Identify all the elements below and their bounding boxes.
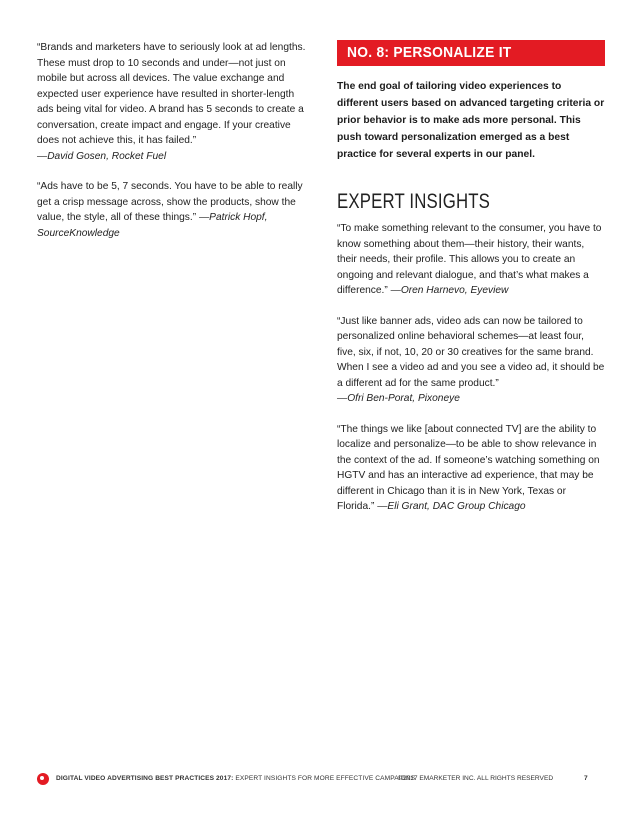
footer-report-title <box>56 775 415 782</box>
quote-text: “Ads have to be 5, 7 seconds. You have to be able to really get a crisp message across, show the products, show the value, the style, all of these things.” <box>37 181 303 223</box>
quote-attribution: —Oren Harnevo, Eyeview <box>390 285 509 296</box>
insights-list <box>337 221 605 515</box>
quote-text: “Just like banner ads, video ads can now be tailored to personalized online behavioral schemes—at least four, five, six, if not, 10, 20 or 30 creatives for the same brand. When I see a video ad and you see a video ad, it should be a different ad for the same product.” <box>337 315 605 389</box>
quote-attribution: —Eli Grant, DAC Group Chicago <box>377 501 526 512</box>
section-banner <box>337 40 605 66</box>
quote-attribution: —Patrick Hopf, SourceKnowledge <box>37 212 268 239</box>
quote-text: “Brands and marketers have to seriously look at ad lengths. These must drop to 10 seconds and under—not just on mobile but across all devices. The value exchange and expected user experience have resulted in shorter-length ads being vital for video. A brand has 5 seconds to create a conversation, create impact and engage. If your creative does not achieve this, it has failed.” <box>37 42 306 146</box>
right-column <box>337 40 605 530</box>
quote-patrick-hopf <box>37 179 309 241</box>
expert-insights-heading: EXPERT INSIGHTS <box>337 190 491 213</box>
section-banner-title: NO. 8: PERSONALIZE IT <box>347 44 512 61</box>
quote-eli-grant <box>337 422 605 515</box>
footer-report-subtitle: EXPERT INSIGHTS FOR MORE EFFECTIVE CAMPAIGNS <box>235 775 416 782</box>
page-footer <box>37 773 605 787</box>
footer-copyright: ©2017 EMARKETER INC. ALL RIGHTS RESERVED <box>398 775 554 782</box>
left-column <box>37 40 309 256</box>
quote-oren-harnevo <box>337 221 605 299</box>
quote-ofri-ben-porat <box>337 314 605 407</box>
quote-text: “To make something relevant to the consumer, you have to know something about them—their history, their wants, their needs, their profile. This allows you to create an ongoing and relevant dialogue, and that’s what makes a difference.” <box>337 223 602 296</box>
page-number: 7 <box>584 775 588 782</box>
footer-report-title-bold: DIGITAL VIDEO ADVERTISING BEST PRACTICES 2017: <box>56 775 234 782</box>
quote-attribution: —Ofri Ben-Porat, Pixoneye <box>337 393 460 404</box>
emarketer-logo-icon <box>37 773 49 785</box>
section-intro: The end goal of tailoring video experiences to different users based on advanced targeting criteria or prior behavior is to make ads more personal. This push toward personalization emerged as a best practice for several experts in our panel. <box>337 81 605 160</box>
quote-attribution: —David Gosen, Rocket Fuel <box>37 150 167 162</box>
quote-text: “The things we like [about connected TV] are the ability to localize and personalize—to be able to show relevance in the context of the ad. If someone’s watching something on HGTV and has an interactive ad experience, that may be different in Chicago than it is in New York, Texas or Florida.” <box>337 423 600 512</box>
quote-david-gosen <box>37 40 309 164</box>
